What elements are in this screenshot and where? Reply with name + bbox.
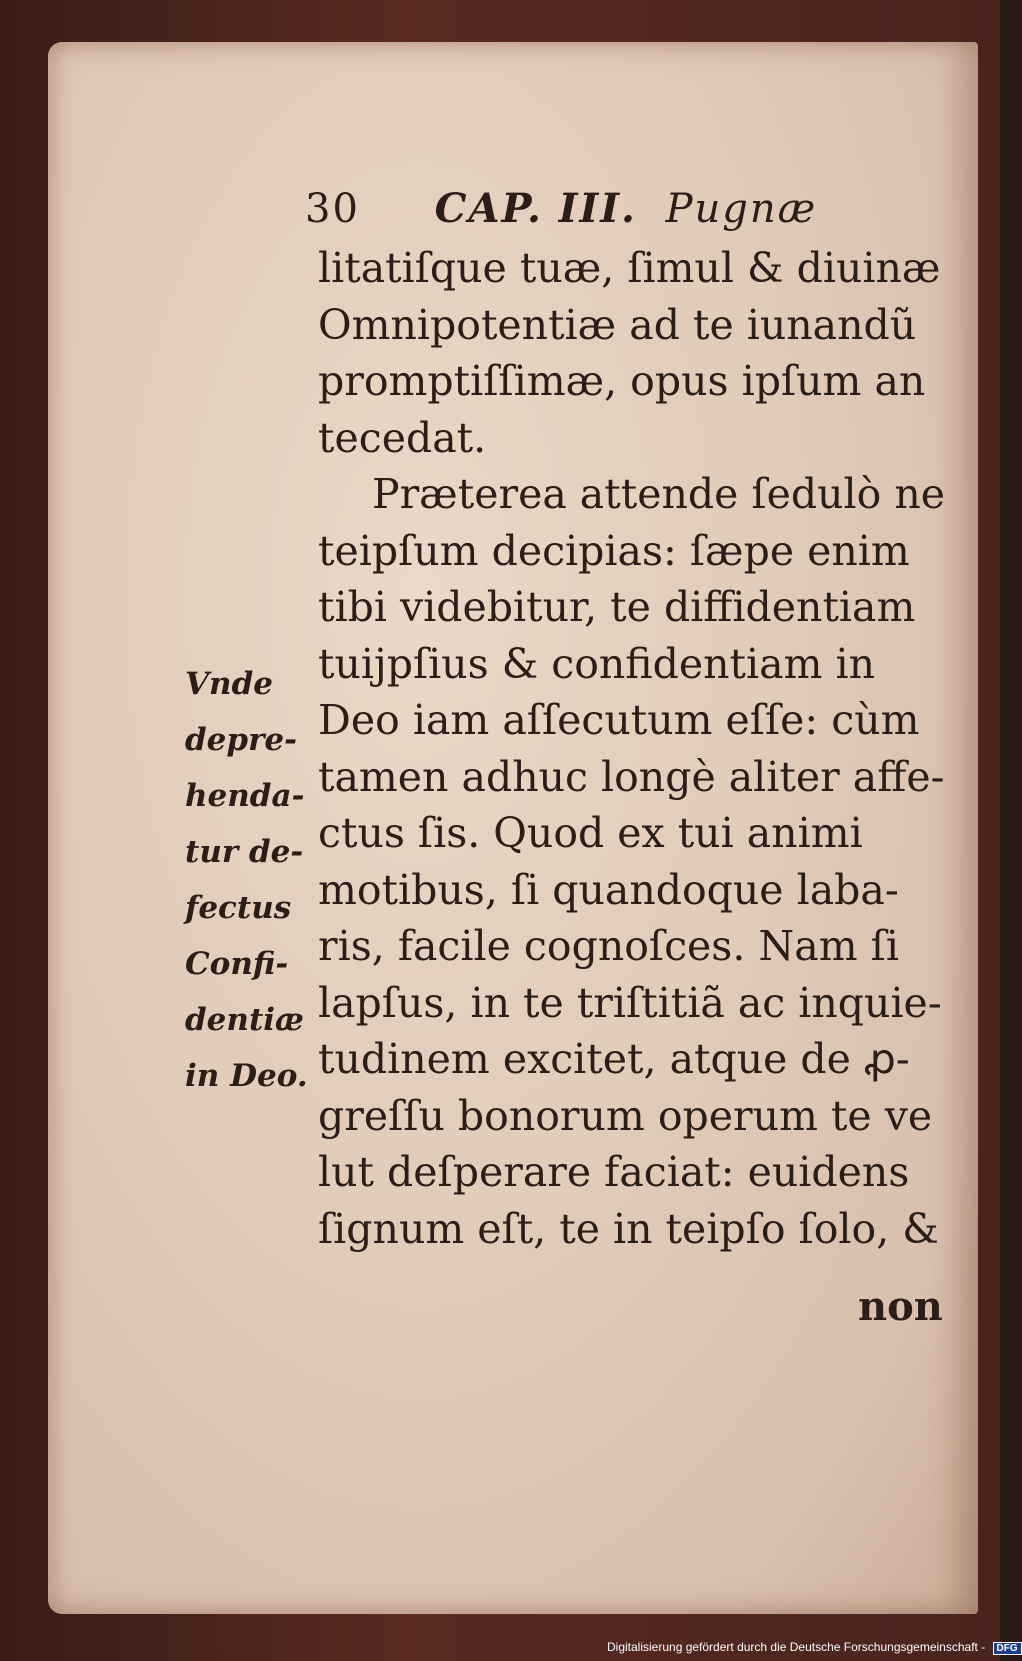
digitization-credit [607,1640,1022,1655]
credit-text: Digitalisierung gefördert durch die Deutsche Forschungsgemeinschaft - [607,1640,986,1654]
text-line: ris, facile cognoſces. Nam ſi [318,922,899,970]
marginal-note [185,656,315,1104]
text-line: tudinem excitet, atque de ꝓ- [318,1035,910,1083]
margin-line: Vnde [185,666,273,702]
dfg-logo-icon: DFG [993,1642,1022,1655]
main-text [318,240,948,1257]
page-number: 30 [305,186,360,232]
margin-line: depre- [185,722,297,758]
text-line: Præterea attende ſedulò ne [372,470,945,518]
margin-line: fectus [185,890,292,926]
text-line: ctus ſis. Quod ex tui animi [318,809,863,857]
page-header [305,185,817,232]
catchword: non [858,1283,943,1330]
chapter-label: CAP. III. [434,185,637,232]
text-line: lapſus, in te triſtitiã ac inquie- [318,978,942,1027]
text-line: promptiſſimæ, opus ipſum an [318,357,926,405]
text-line: ſignum eſt, te in teipſo ſolo, & [318,1204,939,1253]
text-line: tecedat. [318,413,487,462]
text-line: greſſu bonorum operum te ve [318,1091,933,1140]
margin-line: henda- [185,778,305,814]
margin-line: dentiæ [185,1002,304,1038]
text-line: tibi videbitur, te diffidentiam [318,583,916,631]
text-line: tamen adhuc longè aliter affe- [318,752,945,801]
margin-line: Confi- [185,946,289,982]
text-line: litatiſque tuæ, ſimul & diuinæ [318,244,941,292]
text-line: tuijpſius & confidentiam in [318,639,876,688]
text-line: Omnipotentiæ ad te iunandũ [318,300,917,349]
margin-line: tur de- [185,834,304,870]
text-line: lut deſperare faciat: euidens [318,1148,910,1196]
text-line: motibus, ſi quandoque laba- [318,865,899,914]
text-line: Deo iam aſſecutum eſſe: cùm [318,696,920,744]
text-line: teipſum decipias: ſæpe enim [318,526,910,575]
margin-line: in Deo. [185,1058,308,1094]
running-title: Pugnæ [665,186,818,232]
